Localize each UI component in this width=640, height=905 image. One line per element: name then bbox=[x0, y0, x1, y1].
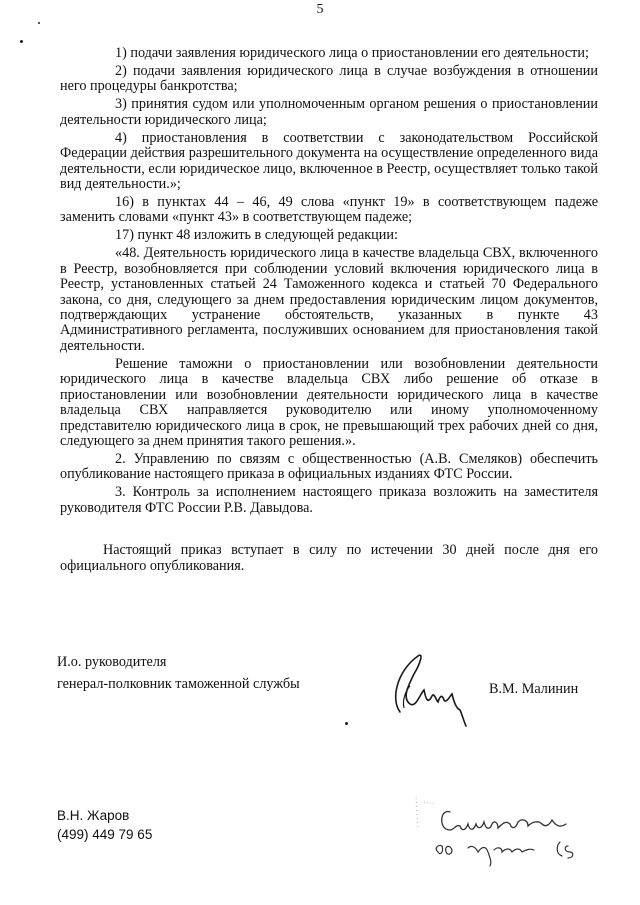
list-item-4: 4) приостановления в соответствии с законодательством Российской Федерации действия разрешительного документа на осуществление определенного вида деятельности, если юридическое лицо, включенное в Реестр, осуществляет только такой вид деятельности.»; bbox=[60, 129, 598, 193]
signatory-title bbox=[57, 651, 300, 695]
page-number: 5 bbox=[316, 2, 324, 17]
clause-48: «48. Деятельность юридического лица в качестве владельца СВХ, включенного в Реестр, возобновляется при соблюдении условий включения юридического лица в Реестр, установленных статьей 24 Таможенного кодекса и статьей 70 Федерального закона, со дня, следующего за днем предоставления юридическим лицом документов, подтверждающих устранение обстоятельств, указанных в пункте 43 Административного регламента, послуживших основанием для приостановления такой деятельности. bbox=[60, 245, 598, 354]
list-item-2: 2) подачи заявления юридического лица в случае возбуждения в отношении него процедуры банкротства; bbox=[60, 63, 598, 95]
list-item-1: 1) подачи заявления юридического лица о приостановлении его деятельности; bbox=[115, 45, 589, 61]
scan-speck bbox=[38, 22, 40, 24]
list-item-3: 3) принятия судом или уполномоченным органом решения о приостановлении деятельности юридического лица; bbox=[60, 96, 598, 128]
signatory-name: В.М. Малинин bbox=[489, 681, 579, 697]
signature-dot bbox=[345, 722, 348, 725]
order-item-2: 2. Управлению по связям с общественностью (А.В. Смеляков) обеспечить опубликование настоящего приказа в официальных изданиях ФТС России. bbox=[60, 450, 598, 483]
signatory-title-line1: И.о. руководителя bbox=[57, 654, 167, 670]
document-body bbox=[60, 46, 598, 577]
customs-decision-paragraph: Решение таможни о приостановлении или возобновлении деятельности юридического лица в качестве владельца СВХ либо решение об отказе в приостановлении или возобновлении деятельности юридического лица в качестве владельца СВХ направляется руководителю или иному уполномоченному представителю юридического лица в срок, не превышающий трех рабочих дней со дня, следующего за днем принятия такого решения.». bbox=[60, 355, 598, 449]
executor-name: В.Н. Жаров bbox=[57, 808, 130, 823]
scan-speck bbox=[20, 40, 23, 43]
handwritten-approval-note bbox=[410, 790, 600, 870]
signatory-title-line2: генерал-полковник таможенной службы bbox=[57, 676, 300, 692]
executor-phone: (499) 449 79 65 bbox=[57, 827, 153, 842]
amendment-17: 17) пункт 48 изложить в следующей редакции: bbox=[115, 227, 398, 244]
effective-date-paragraph: Настоящий приказ вступает в силу по истечении 30 дней после дня его официального опубликования. bbox=[60, 542, 598, 574]
executor-contact bbox=[57, 806, 152, 844]
handwritten-signature bbox=[380, 650, 490, 730]
amendment-16: 16) в пунктах 44 – 46, 49 слова «пункт 19» в соответствующем падеже заменить словами «пункт 43» в соответствующем падеже; bbox=[60, 194, 598, 226]
order-item-3: 3. Контроль за исполнением настоящего приказа возложить на заместителя руководителя ФТС России Р.В. Давыдова. bbox=[60, 484, 598, 516]
